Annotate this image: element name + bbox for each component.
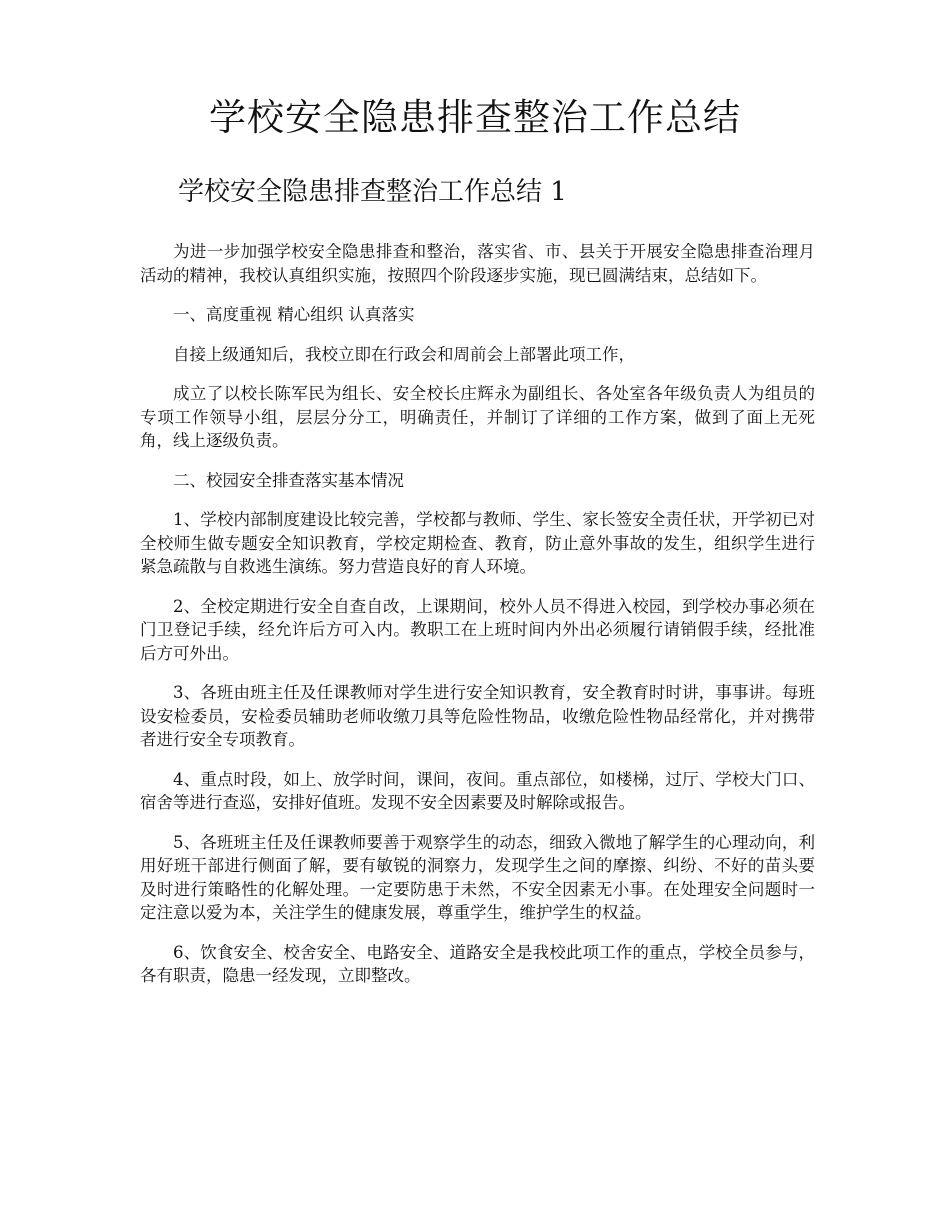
paragraph: 自接上级通知后，我校立即在行政会和周前会上部署此项工作， (173, 344, 635, 364)
document-title: 学校安全隐患排查整治工作总结 (209, 96, 741, 139)
section-title: 学校安全隐患排查整治工作总结 1 (178, 177, 567, 207)
list-item-1: 1、学校内部制度建设比较完善，学校都与教师、学生、家长签安全责任状，开学初已对全校师生做专题安全知识教育，学校定期检查、教育，防止意外事故的发生，组织学生进行紧急疏散与自救逃生演练。努力营造良好的育人环境。 (140, 510, 815, 576)
list-item-4: 4、重点时段，如上、放学时间，课间，夜间。重点部位，如楼梯，过厅、学校大门口、宿舍等进行查巡，安排好值班。发现不安全因素要及时解除或报告。 (140, 769, 815, 812)
paragraph: 成立了以校长陈军民为组长、安全校长庄辉永为副组长、各处室各年级负责人为组员的专项工作领导小组，层层分分工，明确责任，并制订了详细的工作方案，做到了面上无死角，线上逐级负责。 (140, 384, 815, 450)
list-item-3: 3、各班由班主任及任课教师对学生进行安全知识教育，安全教育时时讲，事事讲。每班设安检委员，安检委员辅助老师收缴刀具等危险性物品，收缴危险性物品经常化，并对携带者进行安全专项教育。 (140, 683, 815, 749)
heading-part-two: 二、校园安全排查落实基本情况 (173, 470, 404, 490)
list-item-5: 5、各班班主任及任课教师要善于观察学生的动态，细致入微地了解学生的心理动向，利用好班干部进行侧面了解，要有敏锐的洞察力，发现学生之间的摩擦、纠纷、不好的苗头要及时进行策略性的化解处理。一定要防患于未然，不安全因素无小事。在处理安全问题时一定注意以爱为本，关注学生的健康发展，尊重学生，维护学生的权益。 (140, 832, 815, 922)
document-body (140, 240, 815, 1004)
paragraph-intro: 为进一步加强学校安全隐患排查和整治，落实省、市、县关于开展安全隐患排查治理月活动的精神，我校认真组织实施，按照四个阶段逐步实施，现已圆满结束，总结如下。 (140, 242, 815, 285)
list-item-6: 6、饮食安全、校舍安全、电路安全、道路安全是我校此项工作的重点，学校全员参与，各有职责，隐患一经发现，立即整改。 (140, 942, 815, 985)
heading-part-one: 一、高度重视 精心组织 认真落实 (173, 305, 415, 324)
list-item-2: 2、全校定期进行安全自查自改，上课期间，校外人员不得进入校园，到学校办事必须在门卫登记手续，经允许后方可入内。教职工在上班时间内外出必须履行请销假手续，经批准后方可外出。 (140, 596, 815, 663)
